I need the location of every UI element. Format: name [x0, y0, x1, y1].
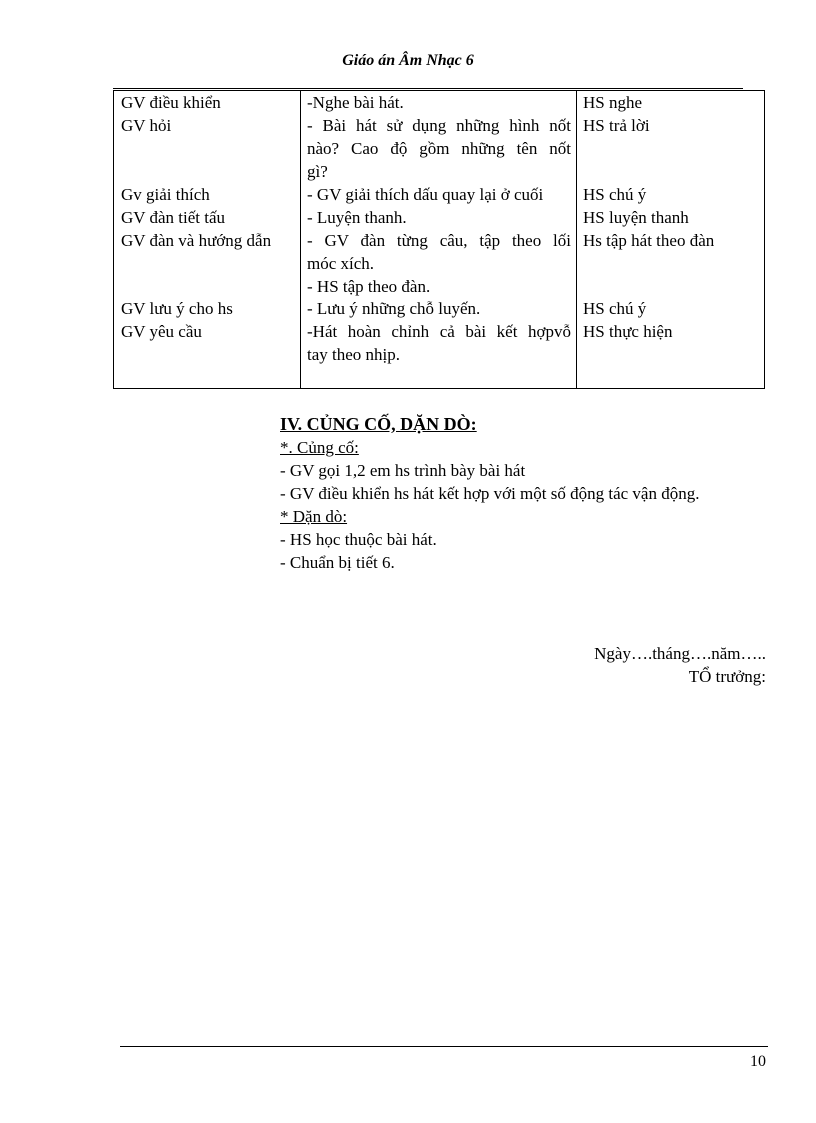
consolidation-item: - GV gọi 1,2 em hs trình bày bài hát — [280, 461, 526, 480]
teacher-activity-column — [114, 91, 301, 388]
student-activity-cell: HS luyện thanh — [583, 208, 689, 227]
student-activity-cell: HS thực hiện — [583, 322, 673, 341]
content-column — [301, 91, 577, 388]
content-cell: - GV giải thích dấu quay lại ở cuối — [307, 185, 544, 204]
content-cell: - Lưu ý những chỗ luyến. — [307, 299, 481, 318]
teacher-activity-cell: GV điều khiển — [121, 93, 221, 112]
content-cell: - HS tập theo đàn. — [307, 277, 431, 296]
consolidation-heading: *. Củng cố: — [280, 438, 359, 457]
content-cell: - Bài hát sử dụng những hình nốt — [307, 116, 571, 135]
signature-date: Ngày….tháng….năm….. — [594, 644, 766, 663]
assignment-item: - HS học thuộc bài hát. — [280, 530, 437, 549]
consolidation-section — [280, 412, 780, 574]
teacher-activity-cell: GV đàn và hướng dẫn — [121, 231, 272, 250]
footer-divider — [120, 1046, 768, 1047]
content-cell: gì? — [307, 162, 328, 181]
student-activity-cell: Hs tập hát theo đàn — [583, 231, 715, 250]
content-cell: -Hát hoàn chỉnh cả bài kết hợpvỗ — [307, 322, 571, 341]
teacher-activity-cell: GV yêu cầu — [121, 322, 202, 341]
student-activity-cell: HS nghe — [583, 93, 643, 112]
student-activity-column — [577, 91, 764, 388]
content-cell: móc xích. — [307, 254, 375, 273]
lesson-activity-table — [113, 90, 765, 389]
header-divider — [113, 88, 743, 89]
assignment-item: - Chuẩn bị tiết 6. — [280, 553, 395, 572]
teacher-activity-cell: GV lưu ý cho hs — [121, 299, 233, 318]
consolidation-item: - GV điều khiển hs hát kết hợp với một số động tác vận động. — [280, 484, 700, 503]
teacher-activity-cell: Gv giải thích — [121, 185, 210, 204]
content-cell: - GV đàn từng câu, tập theo lối — [307, 231, 571, 250]
content-cell: -Nghe bài hát. — [307, 93, 404, 112]
content-cell: tay theo nhịp. — [307, 345, 401, 364]
section-title: IV. CỦNG CỐ, DẶN DÒ: — [280, 414, 477, 434]
student-activity-cell: HS trả lời — [583, 116, 650, 135]
student-activity-cell: HS chú ý — [583, 185, 647, 204]
signature-title: TỔ trưởng: — [688, 667, 766, 686]
teacher-activity-cell: GV hỏi — [121, 116, 172, 135]
page-number: 10 — [750, 1053, 766, 1070]
student-activity-cell: HS chú ý — [583, 299, 647, 318]
content-cell: nào? Cao độ gồm những tên nốt — [307, 139, 571, 158]
teacher-activity-cell: GV đàn tiết tấu — [121, 208, 226, 227]
assignment-heading: * Dặn dò: — [280, 507, 348, 526]
page-header-title: Giáo án Âm Nhạc 6 — [342, 52, 474, 69]
content-cell: - Luyện thanh. — [307, 208, 407, 227]
